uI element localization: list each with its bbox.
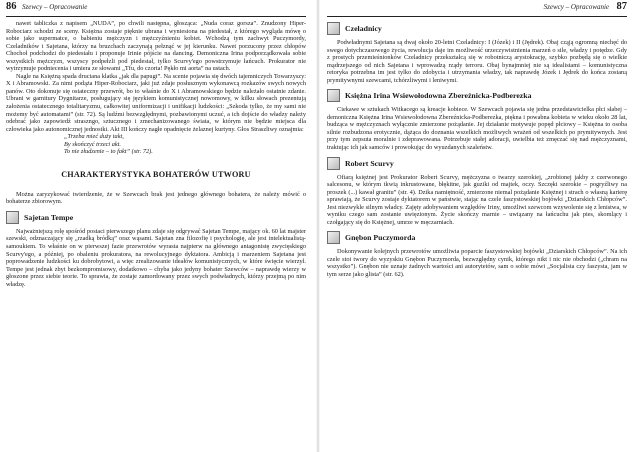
page-number: 87 — [616, 1, 627, 12]
section-text: Dokonywanie kolejnych przewrotów umożliwia poparcie faszystowskiej bojówki „Dziarskich Chłopców”. Na ich czele stoi twory do wyzyskiu Gnębon Puczymorda, bezwzględny cynik, którego nikt i nic nie obchodzi („chram na wszystko”). Gnębon nie uznaje żadnych wartości ani autorytetów, sam o sobie mówi „Socjalista czy faszysta, jam w tym serze jako glista” (str. 62). — [327, 248, 627, 279]
section-text: Ofiarą księżnej jest Prokurator Robert Scurvy, mężczyzna o twarzy szerokiej, „zrobionej jakby z czerwonego salcesonu, w którym tkwią inkrustowane, błękitne, jak guziki od majtek, oczy. Szczęki szerokie – pogryźliwy na proszek (...) kawał granitu” (str. 4). Dzika namiętność, zmierzone niemal pożądanie Księżnej i strach o własną karierę sprawiają, że Scurvy zostaje dyktatorem w państwie, stając na czele faszystowskiej bojówki „Dziarskich Chłopców”. Jest niezwykle silnym władcy. Zajęty adobywaniem względów Iriny, umożliwi szewcom wzywolenie się z lenistwa, w wyniku czego sam zostanie uwięzionym. Życie skończy marnie – uwiązany na łańcuchu jak pies, skomlący i czołgający się do Księżnej, umrze w męczarniach. — [327, 173, 627, 226]
section-title: Czeladnicy — [345, 24, 382, 33]
right-page — [327, 0, 627, 452]
section-text: Ciekawe w sztukach Witkacego są kreacje kobiece. W Szewcach pojawia się jedna przedstawicielka płci słabej – demoniczna Księżna Irina Wsiewołodowna Zbereźnicka-Podberezka, piękna i powabna kobieta w wieku około 28 lat, budząca w mężczyznach wyłącznie zmierzone pożądanie. Jej działanie motywuje popęd płciowy – Księżna to osoba silnie rozbudzona erotycznie, dążąca do doznania wszelkich możliwych wrażeń od wszelkich po prymitywnych. Jest przy tym zepsuta moralnie i zdeprawowana. Potrzebuje stałej adoracji, uwielbia też zmęczać się nad mężczyznami, traktując ich jak samców i prowokując do wyuzdanych szaleństw. — [327, 106, 627, 152]
page-header — [327, 0, 627, 17]
chapter-title: CHARAKTERYSTYKA BOHATERÓW UTWORU — [61, 169, 251, 179]
page-number: 86 — [6, 1, 17, 12]
intro-paragraph: Można zaryzykować twierdzenie, że w Szewcach brak jest jednego głównego bohatera, że należy mówić o bohaterze zbiorowym. — [6, 190, 306, 206]
body-paragraph: Nagle na Księżną spada druciana klatka „jak dla papugi”. Na scenie pojawia się dwóch tajemniczych Towarzyszy: X i Abramowski. Za nimi podąża Hiper-Robociarz, jaki już zdaje posłusznym wykonawcą rozkazów swych nowych panów. Oto dokonuje się ostateczny przewrót, bo to właśnie do X i Abramowskiego będzie należało ostatnie zdanie. Ubrani w garnitury Dygnitarze, posługujący się językiem komunistycznej nowomowy, w kilku słowach prezentują założenia ostatecznego totalitaryzmu, całkowitej uniformizacji i unifikacji ludzkości: „Szkoda tylko, że my sami nie możemy być automatami” (str. 72). Są ludźmi bezwzględnymi, pozbawionymi uczuć, a ich dojście do władzy należy odebrać jako zapowiedź straszngo, sztucznego i zmechanizowanego świata, w którym nie będzie miejsca dla człowieka jako autonomicznej jednostki. Akt III kończy nagłe opadnięcie żelaznej kurtyny. Głos Straszliwy oznajmia: — [6, 72, 306, 133]
section-heading — [6, 211, 306, 224]
quote-line: To nie złudzenie – to fakt” (str. 72). — [64, 148, 153, 156]
section-title: Gnębon Puczymorda — [345, 233, 416, 243]
book-gutter — [316, 0, 320, 452]
section-title: Księżna Irina Wsiewołodowna Zbereźnicka-Podberezka — [345, 91, 532, 101]
section-text: Najważniejszą rolę spośród postaci pierwszego planu zdaje się odgrywać Sajetan Tempe, mający ok. 60 lat majster szewski, odznaczający się „rzadką bródką” oraz wąsami. Sajetan zna filozofię i psychologię, ale jest intelektualistą-samoukiem. To właśnie on w pierwszej fazie przewrotów wyrasta najpierw na głównego antagonistę zwycięskiego Scurvy'ego, a później, po obaleniu prokuratora, na rewolucyjnego dyktatora. Ambicją i marzeniem Sajetana jest poprowadzenie ludzkości ku dobrobytowi, a więc zrealizowanie ideałów komunistycznych, w które święcie wierzył. Tempe jest jednak zbyt bezkompromisowy, dodatkowo – chyba jako jedyny bohater Szewców – naprawdę wierzy w głoszone przez siebie teorie. To sprawia, że zostaje zamordowany przez swych podwładnych, którzy przejmą po nim władzę. — [6, 227, 306, 288]
section-bullet-icon — [6, 211, 19, 224]
quote-line: „Trzeba mieć duży takt, — [64, 133, 124, 141]
section-heading — [327, 22, 627, 35]
quote-line: By skończyć trzeci akt. — [64, 140, 121, 148]
section-heading — [327, 231, 627, 244]
page-header — [6, 0, 306, 17]
verse-quote — [6, 133, 306, 156]
section-title: Robert Scurvy — [345, 158, 394, 168]
section-bullet-icon — [327, 231, 340, 244]
left-page — [6, 0, 306, 452]
section-heading — [327, 89, 627, 102]
section-bullet-icon — [327, 157, 340, 170]
section-heading — [327, 157, 627, 170]
section-bullet-icon — [327, 22, 340, 35]
section-text: Podwładnymi Sajetana są dwaj około 20-letni Czeladnicy: I (Józek) i II (Jędrek). Obaj cząją ogromną niechęć do swego dotychczasowego życia, rewolucja daje im możliwość urzeczywistnienia marzeń o sile, władzy i potędze. Gdy z prostych przemieśnionków Czeladnicy przekształcą się w robotniczą arystokrację, szybko pozbędą się o wielkie mądrzejszego od nich Sajetana i wprowadzą rządy terroru. Obaj bynajmniej nie są idealistami – komunistyczna retoryka potrzebna im jest tylko do zdobycia i utrzymania władzy, tak naprawdę Józek i Jędrek do końca zostaną prymitywnymi szewcami, tchórzliwymi i leniwymi. — [327, 39, 627, 84]
running-title: Szewcy – Opracowanie — [543, 3, 609, 11]
running-title: Szewcy – Opracowanie — [22, 3, 88, 11]
section-bullet-icon — [327, 89, 340, 102]
body-paragraph: nawet tabliczka z napisem „NUDA”, po chwili następna, głosząca: „Nuda coraz gorsza”. Znudzony Hiper-Robociarz schodzi ze sceny. Księżna zostaje pięknie ubrana i wyniesiona na piedestał, z którego wygląda mówę o sobie jako supermatce, o babieniu mężczyzn i mężczyźnieniu kobiet. Wchodzą tym zachwyt Puczymordy, Czeladników i Sajetana, którzy na bruzchach zaczynają pełznąć w jej kierunku. Nawet porzucony przez chłopów Chochoł podchodzi do piedestału i proponuje Irinie pójście na dancing. Demoniczna Irina podporządkowała sobie wszystkich mężczyzn, wszyscy podpełzli pod piedestał, tylko Scurvy'ego powstrzymuje łańcuch. Prokurator nie wytrzymuje podniecenia i umiera ze słowami „Tfu, do czorta! Pękło mi aorta” na ustach. — [6, 20, 306, 73]
section-title: Sajetan Tempe — [24, 212, 74, 222]
